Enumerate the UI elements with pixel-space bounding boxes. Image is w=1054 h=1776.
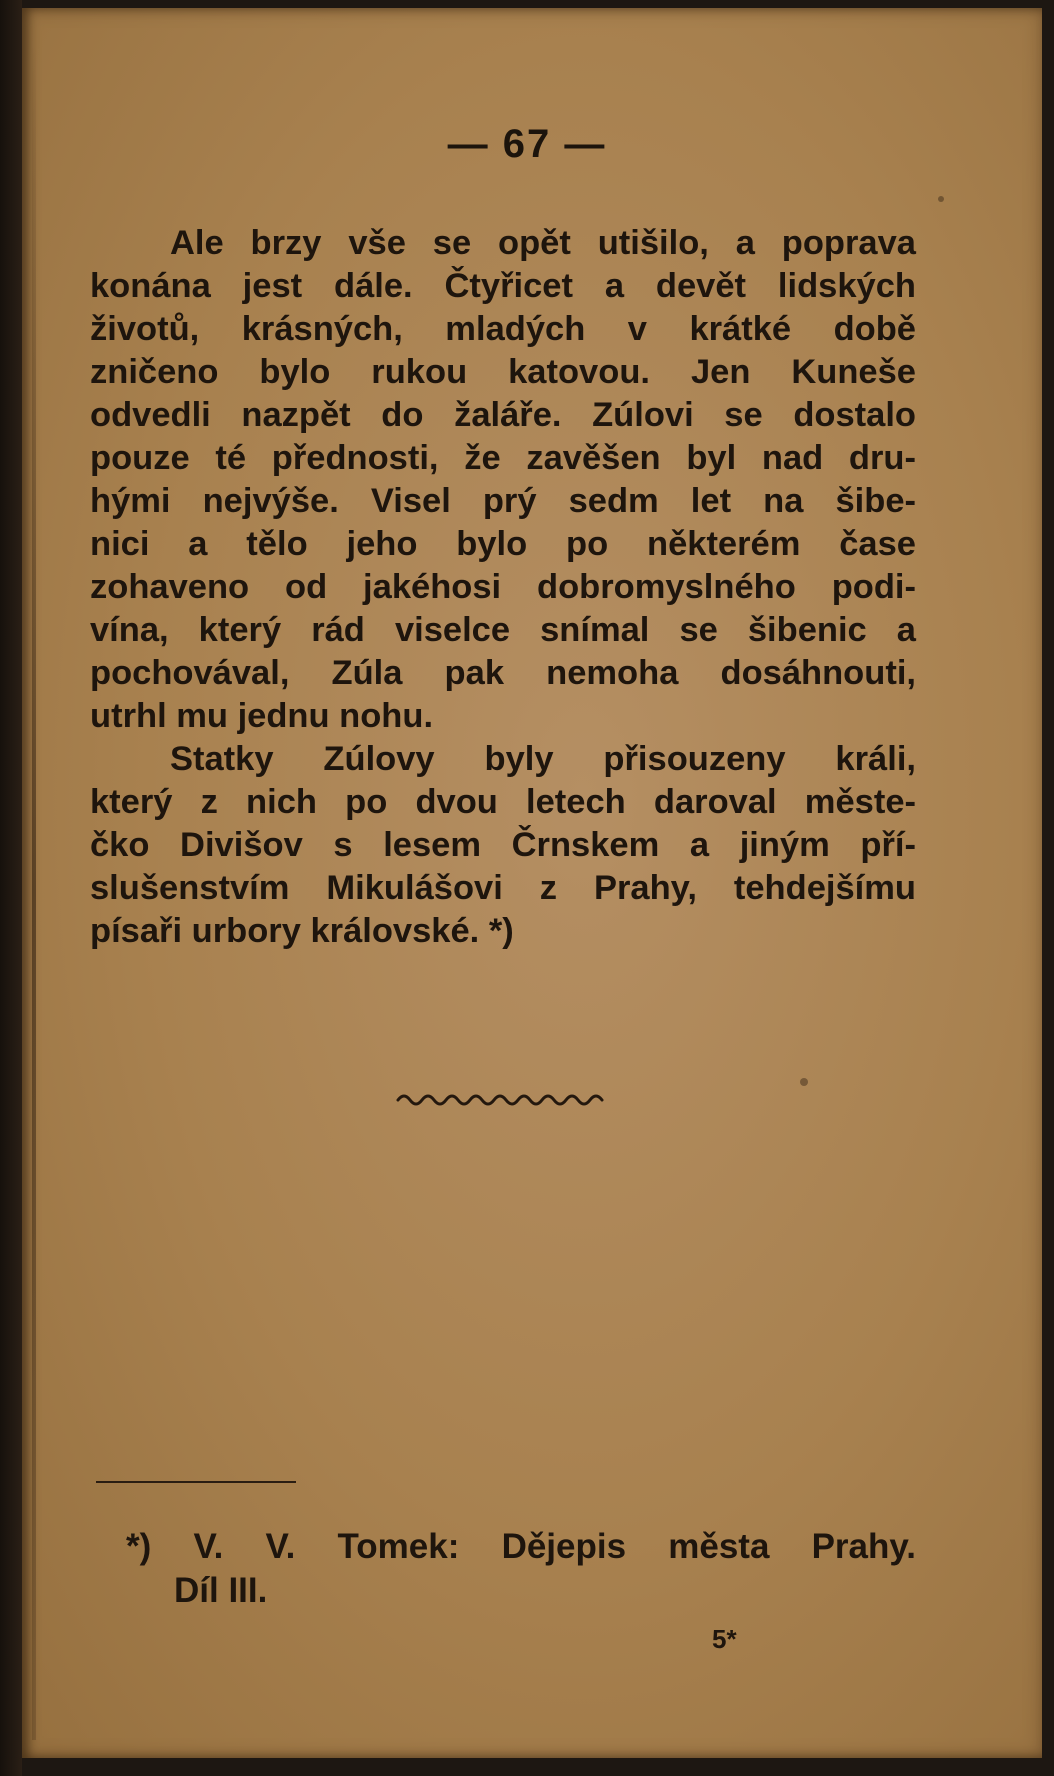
page-number: — 67 — bbox=[447, 122, 607, 166]
footnote bbox=[126, 1525, 916, 1613]
book-gutter bbox=[0, 0, 22, 1776]
text-line: Ale brzy vše se opět utišilo, a poprava bbox=[170, 224, 916, 262]
text-line: hými nejvýše. Visel prý sedm let na šibe- bbox=[90, 482, 916, 520]
text-line: životů, krásných, mladých v krátké době bbox=[90, 310, 916, 348]
paper-speck bbox=[800, 1078, 808, 1086]
text-line: vína, který rád viselce snímal se šibenic a bbox=[90, 611, 916, 649]
text-line: písaři urbory královské. *) bbox=[90, 912, 514, 950]
footnote-line: *) V. V. Tomek: Dějepis města Prahy. bbox=[126, 1527, 916, 1566]
footnote-line: Díl III. bbox=[174, 1571, 268, 1610]
signature-mark: 5* bbox=[712, 1624, 737, 1654]
text-line: pouze té přednosti, že zavěšen byl nad dru- bbox=[90, 439, 916, 477]
text-line: zničeno bylo rukou katovou. Jen Kuneše bbox=[90, 353, 916, 391]
text-line: Statky Zúlovy byly přisouzeny králi, bbox=[170, 740, 916, 778]
text-line: odvedli nazpět do žaláře. Zúlovi se dostalo bbox=[90, 396, 916, 434]
text-line: pochovával, Zúla pak nemoha dosáhnouti, bbox=[90, 654, 916, 692]
text-line: čko Divišov s lesem Črnskem a jiným pří- bbox=[90, 826, 916, 864]
wavy-ornament-divider bbox=[396, 1088, 608, 1110]
spine-shadow bbox=[32, 40, 36, 1740]
text-line: nici a tělo jeho bylo po některém čase bbox=[90, 525, 916, 563]
text-line: konána jest dále. Čtyřicet a devět lidských bbox=[90, 267, 916, 305]
body-text bbox=[90, 222, 916, 953]
paper-speck bbox=[938, 196, 944, 202]
text-line: který z nich po dvou letech daroval měste- bbox=[90, 783, 916, 821]
text-line: zohaveno od jakéhosi dobromyslného podi- bbox=[90, 568, 916, 606]
text-line: utrhl mu jednu nohu. bbox=[90, 697, 434, 735]
text-line: slušenstvím Mikulášovi z Prahy, tehdejšímu bbox=[90, 869, 916, 907]
footnote-rule bbox=[96, 1481, 296, 1483]
